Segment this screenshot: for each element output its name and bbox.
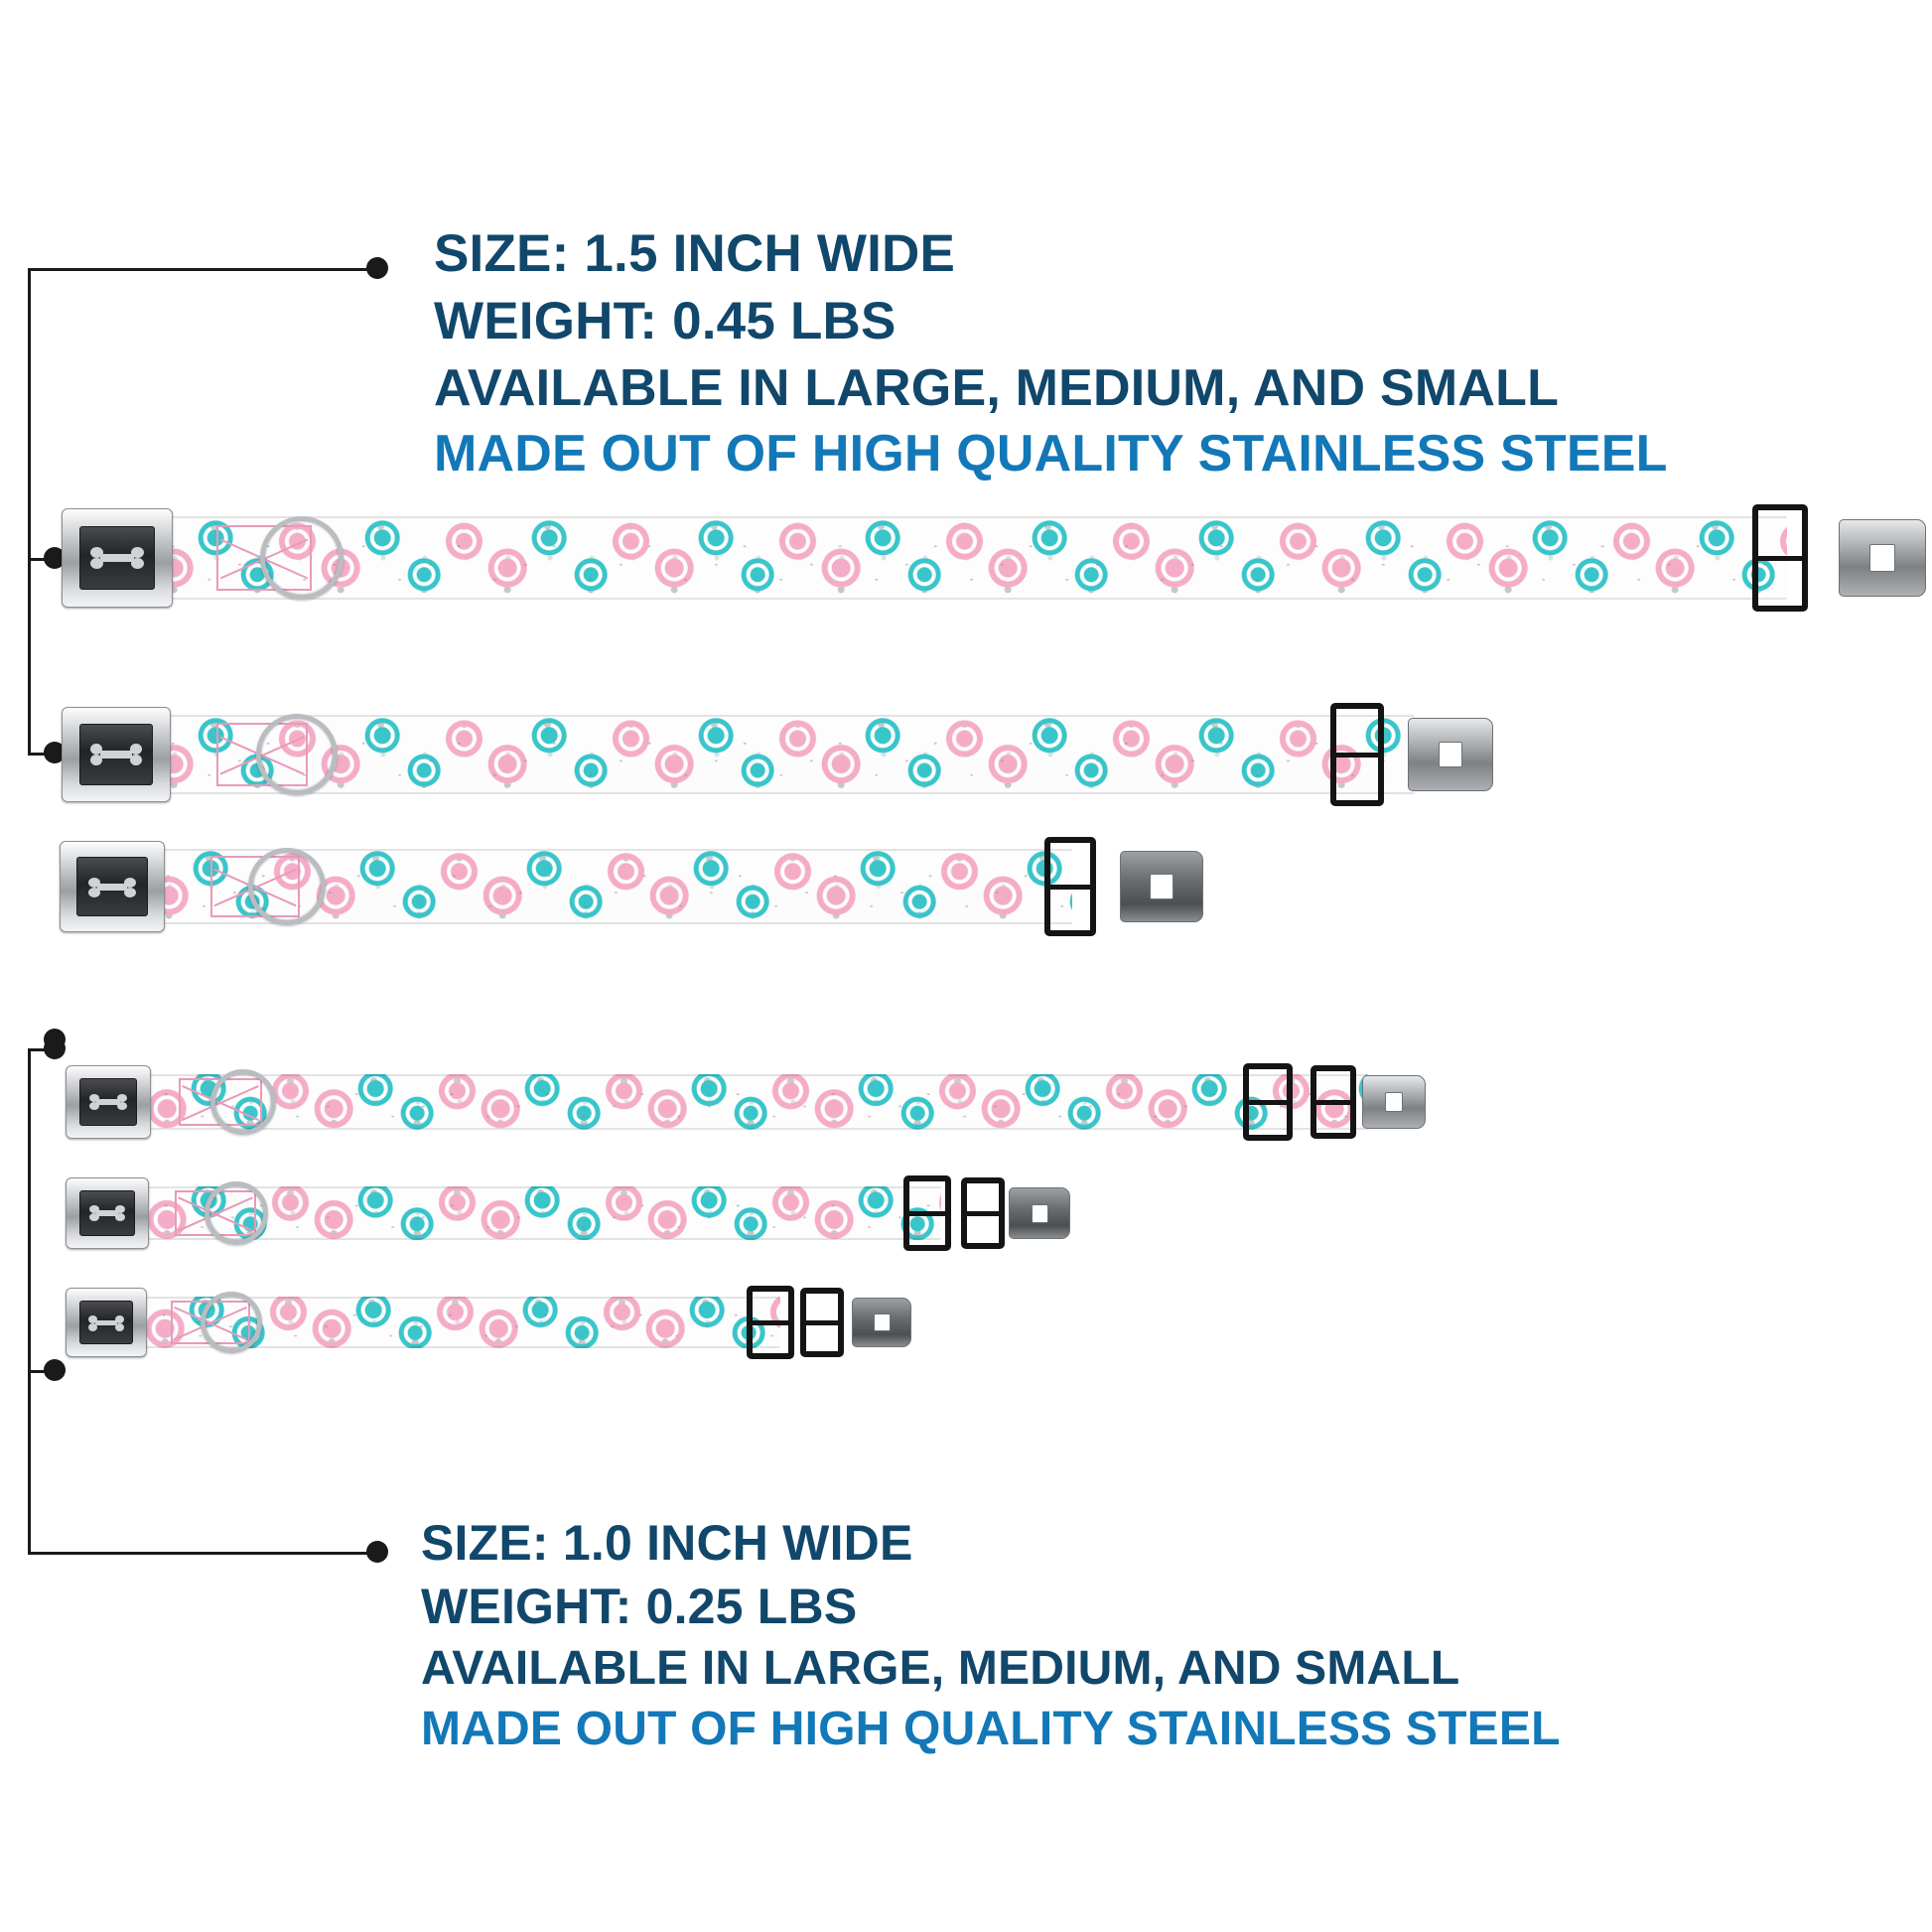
adjuster-slider-secondary[interactable] xyxy=(1311,1065,1356,1139)
tongue-hole xyxy=(1439,742,1462,767)
tongue-hole xyxy=(874,1313,891,1331)
callout-narrow-dot-large xyxy=(44,1029,66,1050)
callout-narrow-dot-small xyxy=(44,1359,66,1381)
bone-icon xyxy=(96,1099,120,1105)
collar-strap xyxy=(154,516,1787,600)
callout-wide-line-vertical xyxy=(28,268,31,755)
bone-icon xyxy=(96,1210,118,1216)
callout-wide-line-horizontal xyxy=(28,268,377,271)
spec-block-wide xyxy=(434,220,1668,487)
tongue-hole xyxy=(1869,544,1895,572)
d-ring[interactable] xyxy=(201,1292,262,1353)
adjuster-slider[interactable] xyxy=(1752,504,1808,612)
strap-edge-bottom xyxy=(154,598,1787,600)
callout-narrow-line-vertical xyxy=(28,1048,31,1555)
buckle-tongue[interactable] xyxy=(852,1298,911,1347)
adjuster-slider[interactable] xyxy=(903,1175,951,1251)
adjuster-slider[interactable] xyxy=(1044,837,1096,936)
strap-pattern xyxy=(154,715,1415,794)
callout-narrow-line-horizontal xyxy=(28,1552,377,1555)
collar-strap xyxy=(154,715,1415,794)
spec-size-narrow: SIZE: 1.0 INCH WIDE xyxy=(421,1515,913,1571)
buckle-face xyxy=(79,1301,133,1344)
buckle-tongue[interactable] xyxy=(1362,1075,1426,1129)
seatbelt-buckle[interactable] xyxy=(66,1288,147,1357)
seatbelt-buckle[interactable] xyxy=(66,1177,149,1249)
spec-material-narrow: MADE OUT OF HIGH QUALITY STAINLESS STEEL xyxy=(421,1703,1561,1756)
bone-icon xyxy=(97,884,127,891)
strap-pattern xyxy=(147,1074,1368,1130)
buckle-face xyxy=(79,1190,135,1236)
bone-icon xyxy=(100,751,132,759)
seatbelt-buckle[interactable] xyxy=(66,1065,151,1139)
d-ring[interactable] xyxy=(248,848,326,925)
bone-icon xyxy=(100,554,134,562)
adjuster-slider[interactable] xyxy=(1243,1063,1293,1141)
strap-edge-top xyxy=(154,516,1787,518)
spec-available-wide: AVAILABLE IN LARGE, MEDIUM, AND SMALL xyxy=(434,358,1560,417)
adjuster-slider[interactable] xyxy=(747,1286,794,1359)
seatbelt-buckle[interactable] xyxy=(62,707,171,802)
spec-available-narrow: AVAILABLE IN LARGE, MEDIUM, AND SMALL xyxy=(421,1642,1460,1695)
adjuster-slider-secondary[interactable] xyxy=(800,1288,844,1357)
d-ring[interactable] xyxy=(210,1069,276,1135)
tongue-hole xyxy=(1150,874,1173,899)
buckle-face xyxy=(79,526,155,590)
buckle-face xyxy=(79,724,153,785)
d-ring[interactable] xyxy=(256,714,338,795)
tongue-hole xyxy=(1385,1092,1403,1112)
adjuster-slider-secondary[interactable] xyxy=(961,1177,1005,1249)
buckle-tongue[interactable] xyxy=(1120,851,1203,922)
collar-strap xyxy=(147,1074,1368,1130)
spec-weight-wide: WEIGHT: 0.45 LBS xyxy=(434,291,897,350)
buckle-face xyxy=(79,1078,137,1126)
callout-narrow-dot-text xyxy=(366,1541,388,1563)
buckle-tongue[interactable] xyxy=(1408,718,1493,791)
spec-material-wide: MADE OUT OF HIGH QUALITY STAINLESS STEEL xyxy=(434,425,1668,483)
buckle-face xyxy=(76,857,148,916)
seatbelt-buckle[interactable] xyxy=(60,841,165,932)
buckle-tongue[interactable] xyxy=(1009,1187,1070,1239)
tongue-hole xyxy=(1032,1204,1048,1223)
adjuster-slider[interactable] xyxy=(1330,703,1384,806)
spec-weight-narrow: WEIGHT: 0.25 LBS xyxy=(421,1579,858,1634)
spec-block-narrow xyxy=(421,1511,1561,1760)
spec-size-wide: SIZE: 1.5 INCH WIDE xyxy=(434,224,956,283)
d-ring[interactable] xyxy=(260,516,344,600)
bone-icon xyxy=(95,1320,117,1325)
d-ring[interactable] xyxy=(205,1181,268,1245)
seatbelt-buckle[interactable] xyxy=(62,508,173,608)
buckle-tongue[interactable] xyxy=(1839,519,1926,597)
strap-pattern xyxy=(154,516,1787,600)
callout-wide-dot-text xyxy=(366,257,388,279)
